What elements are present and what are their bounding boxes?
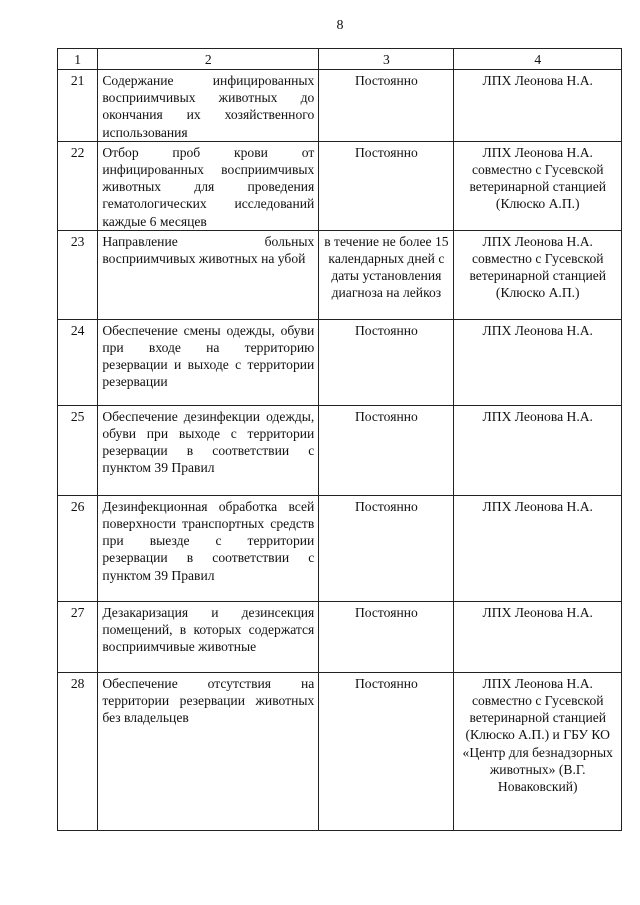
row-period: Постоянно <box>319 672 454 830</box>
row-measure: Направление больных восприимчивых животных на убой <box>98 230 319 319</box>
table-row <box>58 319 622 405</box>
row-responsible: ЛПХ Леонова Н.А. совместно с Гусевской ветеринарной станцией (Клюско А.П.) <box>454 141 622 230</box>
row-measure: Обеспечение смены одежды, обуви при входе на территорию резервации и выходе с территории резервации <box>98 319 319 405</box>
row-responsible: ЛПХ Леонова Н.А. <box>454 601 622 672</box>
row-number: 26 <box>58 495 98 601</box>
row-period: в течение не более 15 календарных дней с даты установления диагноза на лейкоз <box>319 230 454 319</box>
column-header-measure: 2 <box>98 49 319 70</box>
measures-table <box>57 48 622 831</box>
row-responsible: ЛПХ Леонова Н.А. <box>454 319 622 405</box>
row-responsible: ЛПХ Леонова Н.А. <box>454 405 622 495</box>
table-row <box>58 141 622 230</box>
row-period: Постоянно <box>319 319 454 405</box>
row-responsible: ЛПХ Леонова Н.А. <box>454 70 622 142</box>
row-responsible: ЛПХ Леонова Н.А. <box>454 495 622 601</box>
row-period: Постоянно <box>319 495 454 601</box>
table-row <box>58 405 622 495</box>
row-period: Постоянно <box>319 601 454 672</box>
table-row <box>58 601 622 672</box>
row-number: 27 <box>58 601 98 672</box>
row-period: Постоянно <box>319 141 454 230</box>
table-row <box>58 70 622 142</box>
row-measure: Дезинфекционная обработка всей поверхности транспортных средств при выезде с территории резервации в соответствии с пунктом 39 Правил <box>98 495 319 601</box>
row-number: 23 <box>58 230 98 319</box>
column-header-number: 1 <box>58 49 98 70</box>
row-measure: Отбор проб крови от инфицированных восприимчивых животных для проведения гематологических исследований каждые 6 месяцев <box>98 141 319 230</box>
column-header-period: 3 <box>319 49 454 70</box>
table-row <box>58 495 622 601</box>
row-measure: Обеспечение дезинфекции одежды, обуви при выходе с территории резервации в соответствии с пунктом 39 Правил <box>98 405 319 495</box>
page-number: 8 <box>336 18 344 33</box>
row-measure: Содержание инфицированных восприимчивых животных до окончания их хозяйственного использования <box>98 70 319 142</box>
row-period: Постоянно <box>319 405 454 495</box>
row-responsible: ЛПХ Леонова Н.А. совместно с Гусевской ветеринарной станцией (Клюско А.П.) <box>454 230 622 319</box>
row-number: 22 <box>58 141 98 230</box>
table-row <box>58 672 622 830</box>
column-header-responsible: 4 <box>454 49 622 70</box>
row-responsible: ЛПХ Леонова Н.А. совместно с Гусевской ветеринарной станцией (Клюско А.П.) и ГБУ КО «Центр для безнадзорных животных» (В.Г. Новаковский) <box>454 672 622 830</box>
row-number: 28 <box>58 672 98 830</box>
row-measure: Обеспечение отсутствия на территории резервации животных без владельцев <box>98 672 319 830</box>
row-number: 25 <box>58 405 98 495</box>
row-number: 24 <box>58 319 98 405</box>
row-period: Постоянно <box>319 70 454 142</box>
table-header-row <box>58 49 622 70</box>
row-measure: Дезакаризация и дезинсекция помещений, в которых содержатся восприимчивые животные <box>98 601 319 672</box>
row-number: 21 <box>58 70 98 142</box>
table-row <box>58 230 622 319</box>
